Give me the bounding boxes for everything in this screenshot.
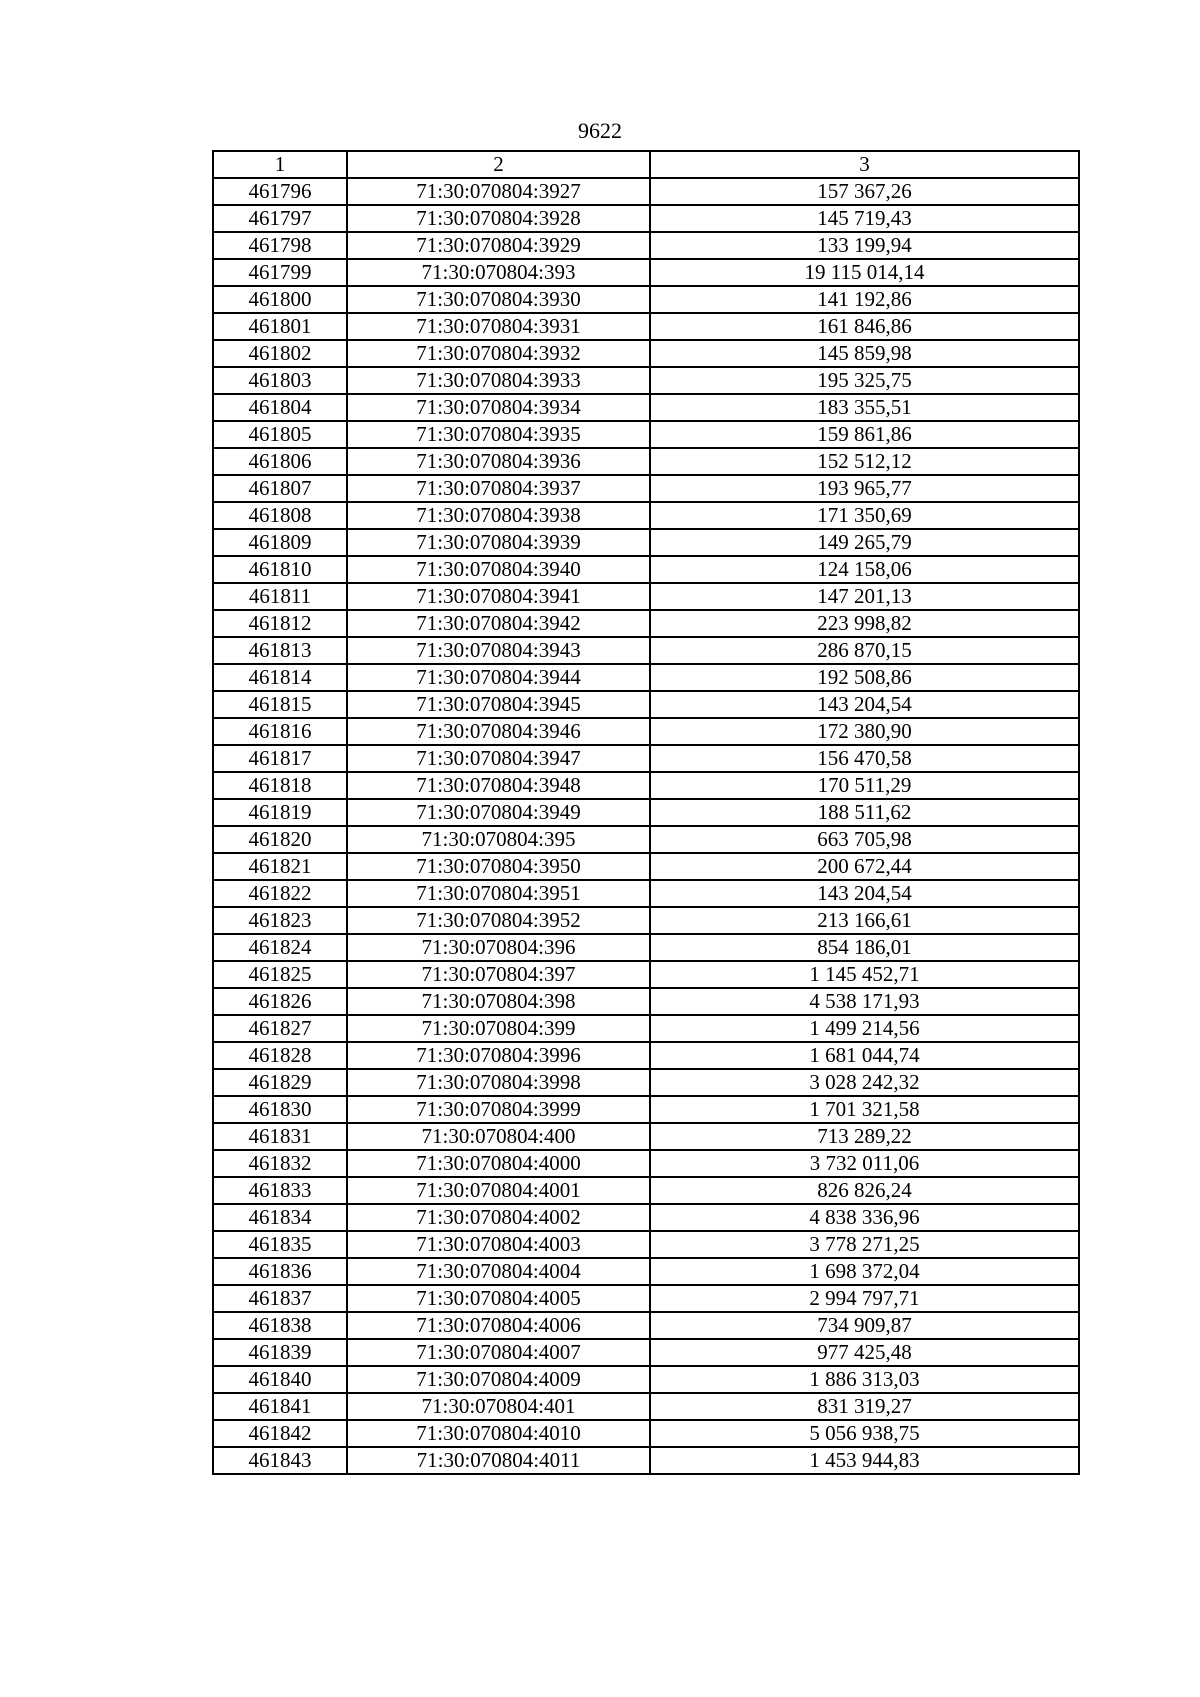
table-body — [213, 178, 1079, 1474]
cadastral-number-cell: 71:30:070804:4005 — [347, 1285, 650, 1312]
row-number-cell: 461830 — [213, 1096, 347, 1123]
cadastral-value-cell: 1 499 214,56 — [650, 1015, 1079, 1042]
row-number-cell: 461822 — [213, 880, 347, 907]
table-row — [213, 880, 1079, 907]
cadastral-value-cell: 195 325,75 — [650, 367, 1079, 394]
table-row — [213, 1015, 1079, 1042]
cadastral-number-cell: 71:30:070804:3930 — [347, 286, 650, 313]
cadastral-value-cell: 663 705,98 — [650, 826, 1079, 853]
row-number-cell: 461827 — [213, 1015, 347, 1042]
cadastral-value-cell: 854 186,01 — [650, 934, 1079, 961]
row-number-cell: 461797 — [213, 205, 347, 232]
header-cell-1: 1 — [213, 151, 347, 178]
cadastral-number-cell: 71:30:070804:3932 — [347, 340, 650, 367]
row-number-cell: 461802 — [213, 340, 347, 367]
table-row — [213, 610, 1079, 637]
cadastral-value-cell: 149 265,79 — [650, 529, 1079, 556]
cadastral-number-cell: 71:30:070804:3942 — [347, 610, 650, 637]
cadastral-number-cell: 71:30:070804:3927 — [347, 178, 650, 205]
cadastral-number-cell: 71:30:070804:401 — [347, 1393, 650, 1420]
table-row — [213, 1096, 1079, 1123]
table-row — [213, 988, 1079, 1015]
table-row — [213, 583, 1079, 610]
cadastral-number-cell: 71:30:070804:3947 — [347, 745, 650, 772]
table-row — [213, 448, 1079, 475]
row-number-cell: 461842 — [213, 1420, 347, 1447]
cadastral-number-cell: 71:30:070804:4003 — [347, 1231, 650, 1258]
row-number-cell: 461840 — [213, 1366, 347, 1393]
row-number-cell: 461824 — [213, 934, 347, 961]
cadastral-number-cell: 71:30:070804:3934 — [347, 394, 650, 421]
cadastral-number-cell: 71:30:070804:4000 — [347, 1150, 650, 1177]
table-row — [213, 961, 1079, 988]
header-cell-2: 2 — [347, 151, 650, 178]
row-number-cell: 461816 — [213, 718, 347, 745]
cadastral-value-cell: 161 846,86 — [650, 313, 1079, 340]
cadastral-value-cell: 5 056 938,75 — [650, 1420, 1079, 1447]
cadastral-value-cell: 213 166,61 — [650, 907, 1079, 934]
cadastral-number-cell: 71:30:070804:3952 — [347, 907, 650, 934]
cadastral-value-cell: 3 778 271,25 — [650, 1231, 1079, 1258]
cadastral-value-table — [212, 150, 1080, 1475]
row-number-cell: 461843 — [213, 1447, 347, 1474]
row-number-cell: 461813 — [213, 637, 347, 664]
table-row — [213, 853, 1079, 880]
row-number-cell: 461836 — [213, 1258, 347, 1285]
cadastral-number-cell: 71:30:070804:4009 — [347, 1366, 650, 1393]
table-row — [213, 529, 1079, 556]
row-number-cell: 461809 — [213, 529, 347, 556]
row-number-cell: 461837 — [213, 1285, 347, 1312]
row-number-cell: 461798 — [213, 232, 347, 259]
cadastral-number-cell: 71:30:070804:4010 — [347, 1420, 650, 1447]
row-number-cell: 461800 — [213, 286, 347, 313]
cadastral-number-cell: 71:30:070804:3943 — [347, 637, 650, 664]
table-row — [213, 772, 1079, 799]
row-number-cell: 461817 — [213, 745, 347, 772]
table-row — [213, 1042, 1079, 1069]
page-number: 9622 — [578, 118, 622, 143]
cadastral-value-cell: 193 965,77 — [650, 475, 1079, 502]
row-number-cell: 461826 — [213, 988, 347, 1015]
cadastral-number-cell: 71:30:070804:393 — [347, 259, 650, 286]
table-row — [213, 1447, 1079, 1474]
table-row — [213, 1177, 1079, 1204]
cadastral-number-cell: 71:30:070804:3928 — [347, 205, 650, 232]
cadastral-value-cell: 1 681 044,74 — [650, 1042, 1079, 1069]
table-row — [213, 1285, 1079, 1312]
table-row — [213, 1312, 1079, 1339]
cadastral-number-cell: 71:30:070804:4006 — [347, 1312, 650, 1339]
table-row — [213, 367, 1079, 394]
cadastral-number-cell: 71:30:070804:3937 — [347, 475, 650, 502]
table-row — [213, 502, 1079, 529]
cadastral-number-cell: 71:30:070804:3939 — [347, 529, 650, 556]
cadastral-number-cell: 71:30:070804:3929 — [347, 232, 650, 259]
cadastral-value-cell: 734 909,87 — [650, 1312, 1079, 1339]
cadastral-number-cell: 71:30:070804:3998 — [347, 1069, 650, 1096]
row-number-cell: 461829 — [213, 1069, 347, 1096]
cadastral-value-cell: 172 380,90 — [650, 718, 1079, 745]
cadastral-value-cell: 977 425,48 — [650, 1339, 1079, 1366]
row-number-cell: 461803 — [213, 367, 347, 394]
cadastral-number-cell: 71:30:070804:3950 — [347, 853, 650, 880]
table-row — [213, 1366, 1079, 1393]
cadastral-value-cell: 223 998,82 — [650, 610, 1079, 637]
row-number-cell: 461832 — [213, 1150, 347, 1177]
cadastral-number-cell: 71:30:070804:3948 — [347, 772, 650, 799]
row-number-cell: 461796 — [213, 178, 347, 205]
cadastral-number-cell: 71:30:070804:3938 — [347, 502, 650, 529]
row-number-cell: 461801 — [213, 313, 347, 340]
cadastral-number-cell: 71:30:070804:396 — [347, 934, 650, 961]
header-row — [213, 151, 1079, 178]
cadastral-value-cell: 3 732 011,06 — [650, 1150, 1079, 1177]
cadastral-value-cell: 3 028 242,32 — [650, 1069, 1079, 1096]
table-row — [213, 556, 1079, 583]
table-row — [213, 1123, 1079, 1150]
row-number-cell: 461838 — [213, 1312, 347, 1339]
row-number-cell: 461815 — [213, 691, 347, 718]
cadastral-value-cell: 159 861,86 — [650, 421, 1079, 448]
cadastral-number-cell: 71:30:070804:4004 — [347, 1258, 650, 1285]
row-number-cell: 461834 — [213, 1204, 347, 1231]
cadastral-value-cell: 200 672,44 — [650, 853, 1079, 880]
cadastral-value-cell: 157 367,26 — [650, 178, 1079, 205]
row-number-cell: 461808 — [213, 502, 347, 529]
table-row — [213, 1069, 1079, 1096]
cadastral-value-cell: 831 319,27 — [650, 1393, 1079, 1420]
cadastral-number-cell: 71:30:070804:3936 — [347, 448, 650, 475]
row-number-cell: 461799 — [213, 259, 347, 286]
row-number-cell: 461805 — [213, 421, 347, 448]
row-number-cell: 461814 — [213, 664, 347, 691]
row-number-cell: 461811 — [213, 583, 347, 610]
table-header — [213, 151, 1079, 178]
cadastral-value-cell: 2 994 797,71 — [650, 1285, 1079, 1312]
cadastral-number-cell: 71:30:070804:3940 — [347, 556, 650, 583]
table-row — [213, 907, 1079, 934]
cadastral-number-cell: 71:30:070804:3931 — [347, 313, 650, 340]
row-number-cell: 461812 — [213, 610, 347, 637]
row-number-cell: 461825 — [213, 961, 347, 988]
cadastral-value-cell: 145 719,43 — [650, 205, 1079, 232]
cadastral-number-cell: 71:30:070804:3933 — [347, 367, 650, 394]
table-row — [213, 1231, 1079, 1258]
cadastral-value-cell: 124 158,06 — [650, 556, 1079, 583]
cadastral-number-cell: 71:30:070804:4002 — [347, 1204, 650, 1231]
cadastral-number-cell: 71:30:070804:398 — [347, 988, 650, 1015]
row-number-cell: 461833 — [213, 1177, 347, 1204]
cadastral-value-cell: 143 204,54 — [650, 691, 1079, 718]
table-row — [213, 475, 1079, 502]
row-number-cell: 461804 — [213, 394, 347, 421]
cadastral-number-cell: 71:30:070804:3944 — [347, 664, 650, 691]
row-number-cell: 461823 — [213, 907, 347, 934]
cadastral-value-cell: 1 701 321,58 — [650, 1096, 1079, 1123]
cadastral-number-cell: 71:30:070804:4007 — [347, 1339, 650, 1366]
cadastral-value-cell: 826 826,24 — [650, 1177, 1079, 1204]
cadastral-number-cell: 71:30:070804:3996 — [347, 1042, 650, 1069]
row-number-cell: 461828 — [213, 1042, 347, 1069]
cadastral-value-cell: 1 886 313,03 — [650, 1366, 1079, 1393]
cadastral-value-cell: 145 859,98 — [650, 340, 1079, 367]
table-row — [213, 286, 1079, 313]
cadastral-value-cell: 147 201,13 — [650, 583, 1079, 610]
cadastral-value-cell: 1 453 944,83 — [650, 1447, 1079, 1474]
table-row — [213, 205, 1079, 232]
cadastral-number-cell: 71:30:070804:3949 — [347, 799, 650, 826]
cadastral-number-cell: 71:30:070804:4011 — [347, 1447, 650, 1474]
table-row — [213, 1339, 1079, 1366]
cadastral-value-cell: 286 870,15 — [650, 637, 1079, 664]
cadastral-number-cell: 71:30:070804:397 — [347, 961, 650, 988]
cadastral-value-cell: 4 838 336,96 — [650, 1204, 1079, 1231]
cadastral-value-cell: 19 115 014,14 — [650, 259, 1079, 286]
header-cell-3: 3 — [650, 151, 1079, 178]
cadastral-value-cell: 1 698 372,04 — [650, 1258, 1079, 1285]
cadastral-value-cell: 183 355,51 — [650, 394, 1079, 421]
row-number-cell: 461839 — [213, 1339, 347, 1366]
row-number-cell: 461841 — [213, 1393, 347, 1420]
table-row — [213, 232, 1079, 259]
table-row — [213, 691, 1079, 718]
table-row — [213, 259, 1079, 286]
row-number-cell: 461810 — [213, 556, 347, 583]
row-number-cell: 461818 — [213, 772, 347, 799]
row-number-cell: 461835 — [213, 1231, 347, 1258]
cadastral-value-cell: 4 538 171,93 — [650, 988, 1079, 1015]
table-row — [213, 340, 1079, 367]
cadastral-value-cell: 170 511,29 — [650, 772, 1079, 799]
row-number-cell: 461821 — [213, 853, 347, 880]
cadastral-value-cell: 156 470,58 — [650, 745, 1079, 772]
cadastral-number-cell: 71:30:070804:3951 — [347, 880, 650, 907]
cadastral-value-cell: 1 145 452,71 — [650, 961, 1079, 988]
table-row — [213, 664, 1079, 691]
table-row — [213, 745, 1079, 772]
table-row — [213, 1393, 1079, 1420]
cadastral-value-cell: 152 512,12 — [650, 448, 1079, 475]
cadastral-number-cell: 71:30:070804:3935 — [347, 421, 650, 448]
cadastral-number-cell: 71:30:070804:3999 — [347, 1096, 650, 1123]
cadastral-value-cell: 141 192,86 — [650, 286, 1079, 313]
cadastral-value-cell: 143 204,54 — [650, 880, 1079, 907]
cadastral-number-cell: 71:30:070804:3945 — [347, 691, 650, 718]
table-row — [213, 799, 1079, 826]
row-number-cell: 461820 — [213, 826, 347, 853]
row-number-cell: 461807 — [213, 475, 347, 502]
table-row — [213, 1258, 1079, 1285]
table-row — [213, 421, 1079, 448]
cadastral-value-cell: 171 350,69 — [650, 502, 1079, 529]
table-row — [213, 178, 1079, 205]
table-row — [213, 826, 1079, 853]
cadastral-number-cell: 71:30:070804:399 — [347, 1015, 650, 1042]
row-number-cell: 461806 — [213, 448, 347, 475]
table-row — [213, 637, 1079, 664]
table-row — [213, 1204, 1079, 1231]
cadastral-value-cell: 713 289,22 — [650, 1123, 1079, 1150]
table-row — [213, 1150, 1079, 1177]
cadastral-value-cell: 188 511,62 — [650, 799, 1079, 826]
row-number-cell: 461831 — [213, 1123, 347, 1150]
cadastral-value-cell: 133 199,94 — [650, 232, 1079, 259]
table-row — [213, 313, 1079, 340]
table-row — [213, 718, 1079, 745]
table-row — [213, 934, 1079, 961]
row-number-cell: 461819 — [213, 799, 347, 826]
table-row — [213, 1420, 1079, 1447]
table-row — [213, 394, 1079, 421]
cadastral-number-cell: 71:30:070804:400 — [347, 1123, 650, 1150]
cadastral-number-cell: 71:30:070804:3941 — [347, 583, 650, 610]
cadastral-number-cell: 71:30:070804:4001 — [347, 1177, 650, 1204]
cadastral-number-cell: 71:30:070804:395 — [347, 826, 650, 853]
cadastral-number-cell: 71:30:070804:3946 — [347, 718, 650, 745]
cadastral-value-cell: 192 508,86 — [650, 664, 1079, 691]
